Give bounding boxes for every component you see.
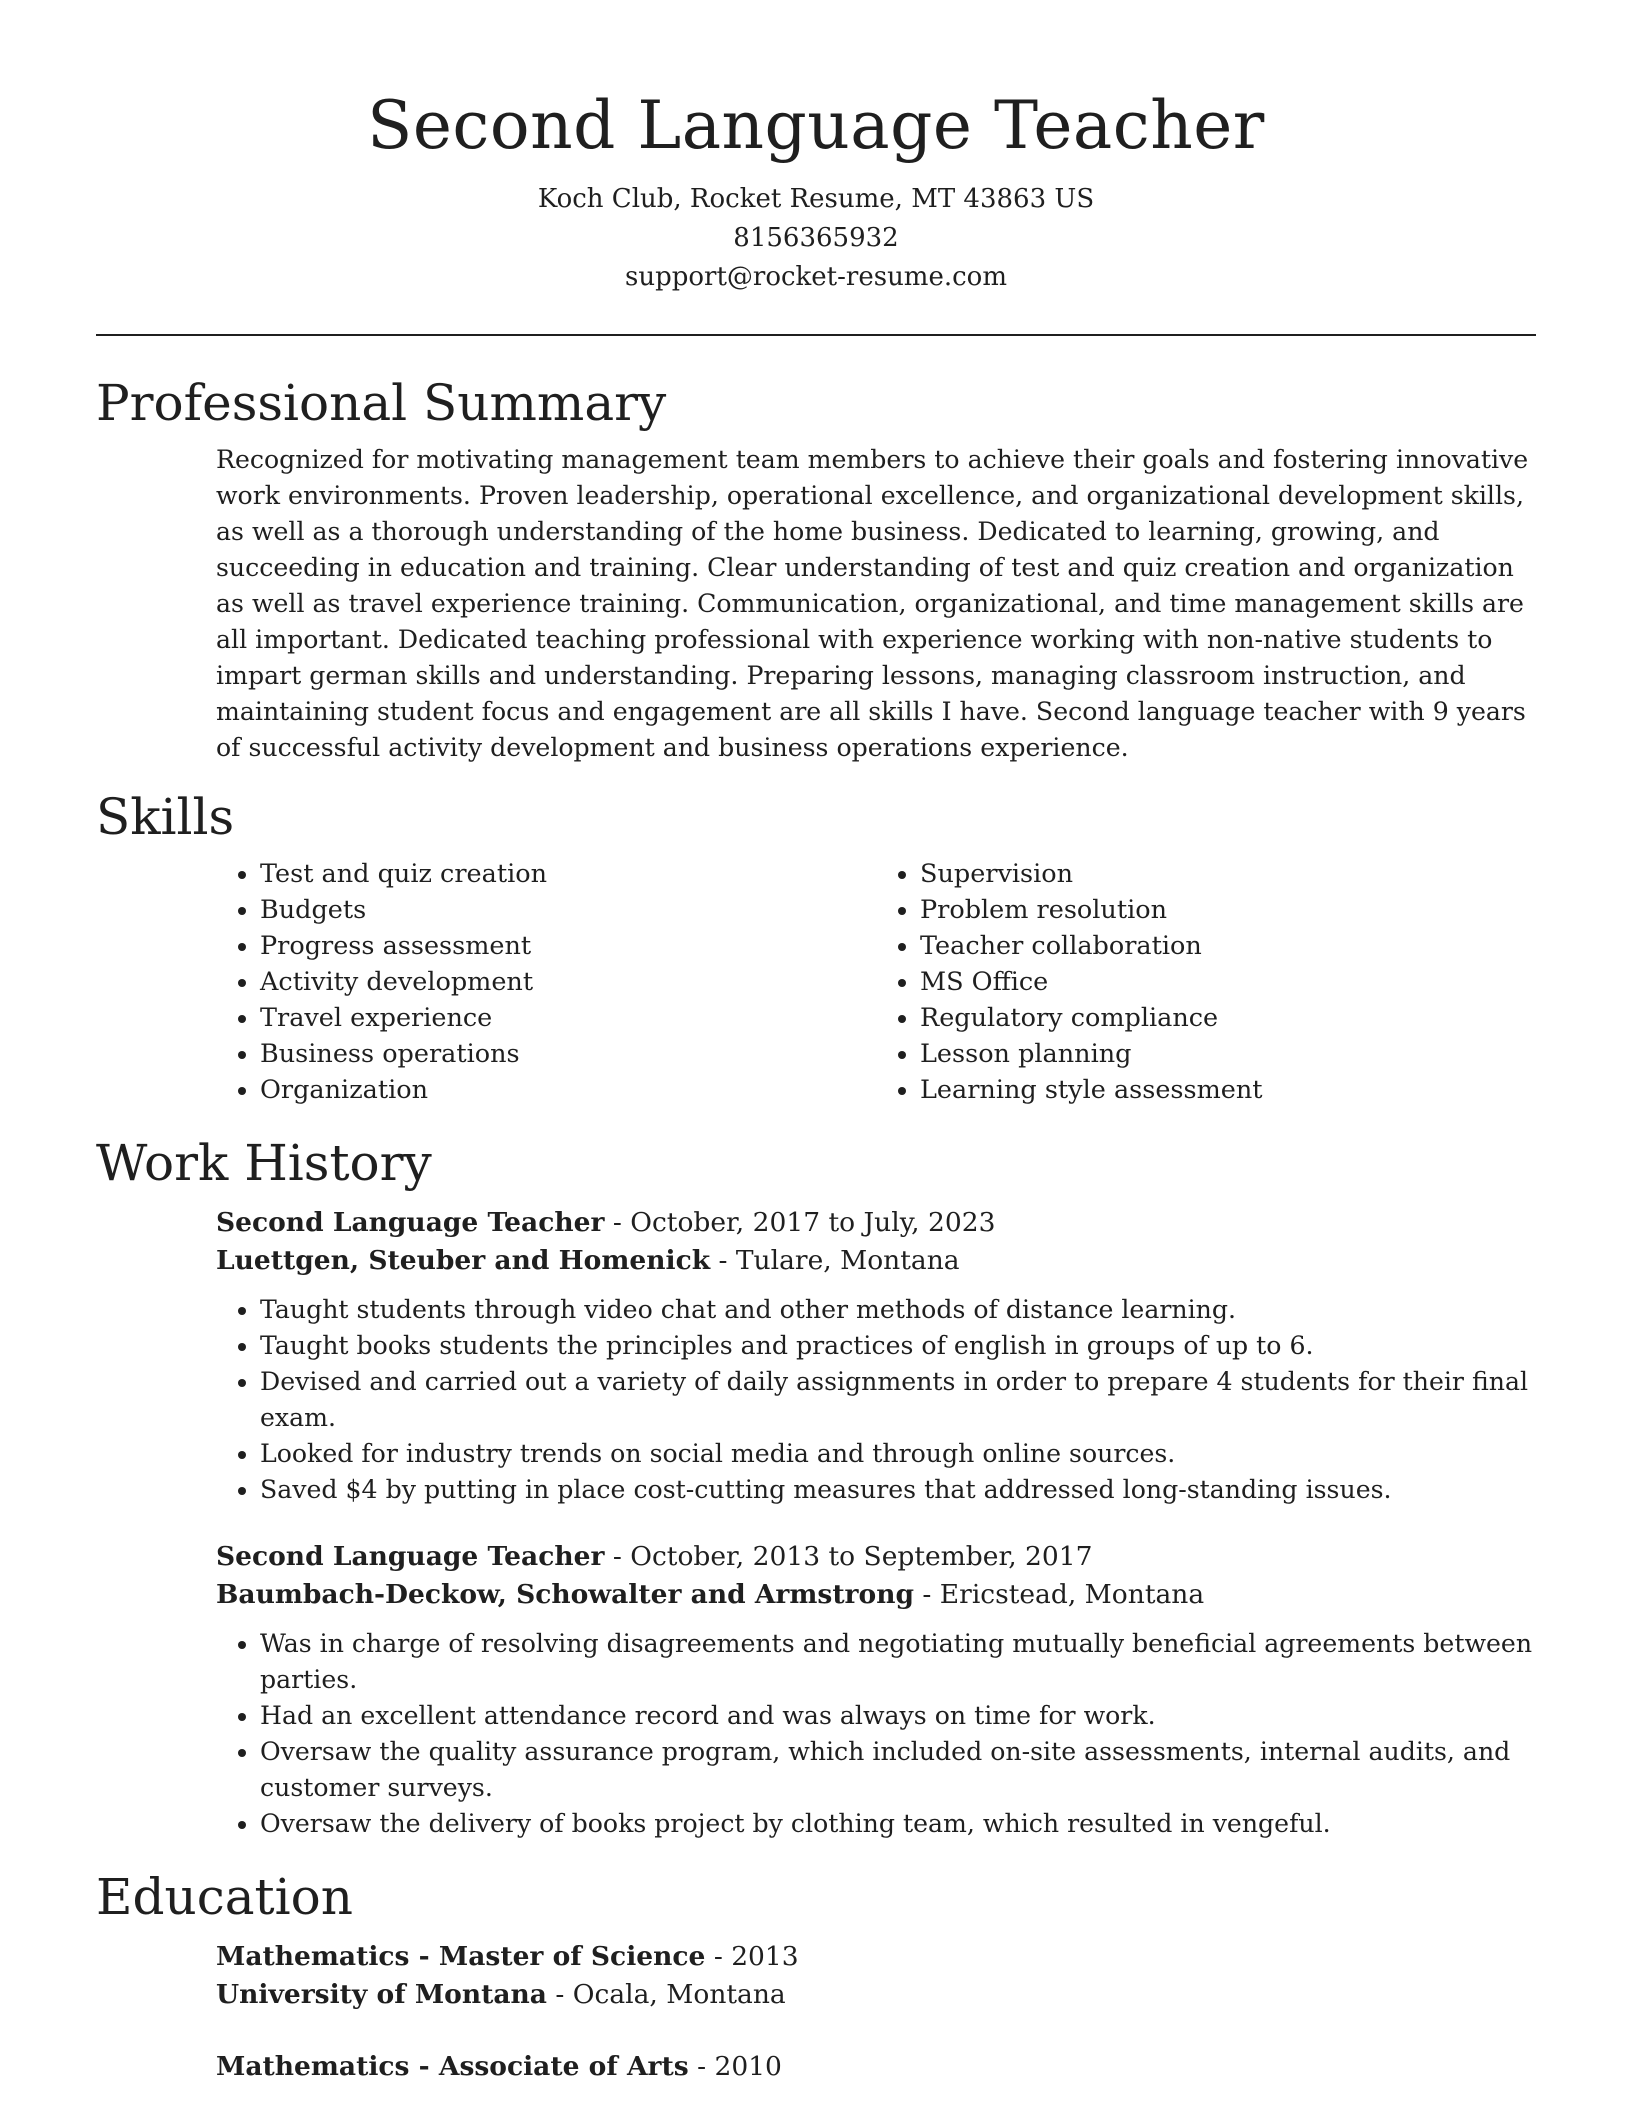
skill-item: • Budgets — [260, 892, 876, 928]
job-role: Second Language Teacher — [216, 1207, 605, 1238]
education-field: Mathematics — [216, 2051, 410, 2082]
job-bullet: • Saved $4 by putting in place cost-cutting measures that addressed long-standing issues. — [260, 1472, 1536, 1508]
skills-column-right — [876, 856, 1536, 1108]
education-entry — [216, 2048, 1536, 2086]
summary-heading: Professional Summary — [96, 374, 667, 432]
job-title-line — [216, 1538, 1536, 1576]
job-title-line — [216, 1204, 1536, 1242]
skill-item: • MS Office — [920, 964, 1536, 1000]
job-bullet: • Was in charge of resolving disagreements and negotiating mutually beneficial agreements between parties. — [260, 1626, 1536, 1698]
education-school-line — [216, 1976, 1536, 2014]
job-bullet: • Taught books students the principles and practices of english in groups of up to 6. — [260, 1328, 1536, 1364]
job-dates: - October, 2017 to July, 2023 — [604, 1207, 996, 1238]
education-entry — [216, 1938, 1536, 2014]
job-company: Baumbach-Deckow, Schowalter and Armstrong — [216, 1579, 914, 1610]
job-entry — [216, 1204, 1536, 1508]
education-location: - Ocala, Montana — [546, 1979, 786, 2010]
education-degree: - Associate of Arts — [409, 2051, 689, 2082]
contact-info — [96, 180, 1536, 297]
job-bullet: • Looked for industry trends on social media and through online sources. — [260, 1436, 1536, 1472]
skill-item: • Learning style assessment — [920, 1072, 1536, 1108]
work-history-section — [96, 1132, 1536, 1842]
skill-item: • Supervision — [920, 856, 1536, 892]
skills-heading: Skills — [96, 788, 235, 846]
resume-header — [96, 0, 1536, 297]
skill-item: • Travel experience — [260, 1000, 876, 1036]
skill-item: • Test and quiz creation — [260, 856, 876, 892]
job-location: - Tulare, Montana — [710, 1245, 960, 1276]
job-bullets — [216, 1292, 1536, 1508]
resume-page — [96, 0, 1536, 2086]
job-dates: - October, 2013 to September, 2017 — [604, 1541, 1093, 1572]
header-divider — [96, 334, 1536, 336]
skill-item: • Progress assessment — [260, 928, 876, 964]
job-entry — [216, 1538, 1536, 1842]
skill-item: • Teacher collaboration — [920, 928, 1536, 964]
education-heading: Education — [96, 1868, 353, 1926]
job-bullet: • Had an excellent attendance record and was always on time for work. — [260, 1698, 1536, 1734]
address: Koch Club, Rocket Resume, MT 43863 US — [537, 184, 1095, 214]
summary-section — [96, 372, 1536, 766]
job-location: - Ericstead, Montana — [914, 1579, 1205, 1610]
job-bullets — [216, 1626, 1536, 1842]
education-degree: - Master of Science — [409, 1941, 706, 1972]
skills-section — [96, 786, 1536, 1108]
job-company: Luettgen, Steuber and Homenick — [216, 1245, 711, 1276]
summary-text: Recognized for motivating management team members to achieve their goals and fostering innovative work environments. Proven leadership, operational excellence, and organizational development skills, as well as a thorough understanding of the home business. Dedicated to learning, growing, and succeeding in education and training. Clear understanding of test and quiz creation and organization as well as travel experience training. Communication, organizational, and time management skills are all important. Dedicated teaching professional with experience working with non-native students to impart german skills and understanding. Preparing lessons, managing classroom instruction, and maintaining student focus and engagement are all skills I have. Second language teacher with 9 years of successful activity development and business operations experience. — [216, 445, 1529, 762]
job-bullet: • Oversaw the quality assurance program, which included on-site assessments, internal audits, and customer surveys. — [260, 1734, 1536, 1806]
education-degree-line — [216, 1938, 1536, 1976]
skill-item: • Business operations — [260, 1036, 876, 1072]
email[interactable]: support@rocket-resume.com — [624, 262, 1007, 292]
job-role: Second Language Teacher — [216, 1541, 605, 1572]
skill-item: • Organization — [260, 1072, 876, 1108]
phone: 8156365932 — [733, 223, 899, 253]
job-bullet: • Devised and carried out a variety of daily assignments in order to prepare 4 students for their final exam. — [260, 1364, 1536, 1436]
skills-list — [216, 856, 1536, 1108]
education-degree-line — [216, 2048, 1536, 2086]
education-section — [96, 1866, 1536, 2086]
education-field: Mathematics — [216, 1941, 410, 1972]
education-year: - 2010 — [688, 2051, 782, 2082]
skills-column-left — [216, 856, 876, 1108]
education-school: University of Montana — [216, 1979, 547, 2010]
job-company-line — [216, 1242, 1536, 1280]
candidate-name: Second Language Teacher — [367, 87, 1265, 164]
job-bullet: • Taught students through video chat and other methods of distance learning. — [260, 1292, 1536, 1328]
education-year: - 2013 — [705, 1941, 799, 1972]
skill-item: • Problem resolution — [920, 892, 1536, 928]
job-bullet: • Oversaw the delivery of books project by clothing team, which resulted in vengeful. — [260, 1806, 1536, 1842]
work-history-heading: Work History — [96, 1134, 432, 1192]
job-company-line — [216, 1576, 1536, 1614]
skill-item: • Lesson planning — [920, 1036, 1536, 1072]
skill-item: • Activity development — [260, 964, 876, 1000]
skill-item: • Regulatory compliance — [920, 1000, 1536, 1036]
